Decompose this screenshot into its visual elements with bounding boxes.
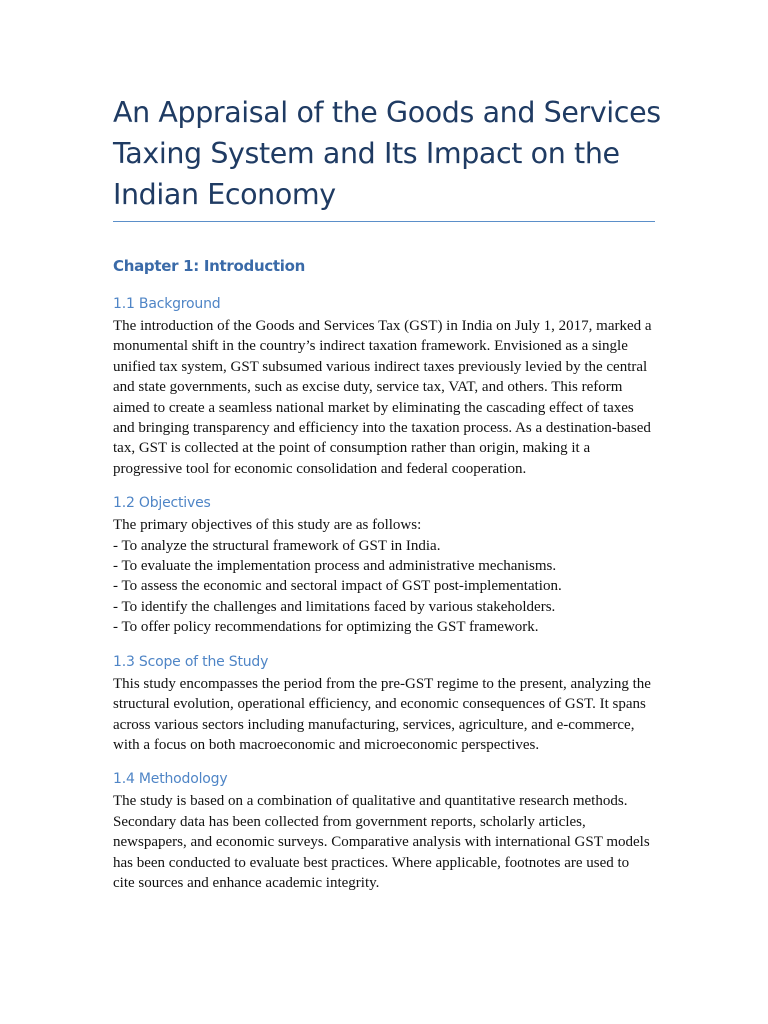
body-line: Secondary data has been collected from government reports, scholarly articles, xyxy=(113,813,586,830)
section-heading-background: 1.1 Background xyxy=(113,296,221,312)
title-line: An Appraisal of the Goods and Services xyxy=(113,96,661,129)
list-item: - To identify the challenges and limitations faced by various stakeholders. xyxy=(113,598,556,615)
body-line: newspapers, and economic surveys. Comparative analysis with international GST models xyxy=(113,834,650,851)
list-item: - To assess the economic and sectoral impact of GST post-implementation. xyxy=(113,578,562,595)
body-line: unified tax system, GST subsumed various indirect taxes previously levied by the central xyxy=(113,358,648,375)
section-body-background xyxy=(113,316,658,479)
section-heading-scope: 1.3 Scope of the Study xyxy=(113,653,269,670)
chapter-heading: Chapter 1: Introduction xyxy=(113,257,306,275)
document-page xyxy=(113,92,661,893)
body-line: across various sectors including manufacturing, services, agriculture, and e-commerce, xyxy=(113,716,635,733)
section-heading-objectives: 1.2 Objectives xyxy=(113,495,211,512)
body-line: structural evolution, operational efficiency, and economic consequences of GST. It spans xyxy=(113,696,646,713)
body-line: aimed to create a seamless national market by eliminating the cascading effect of taxes xyxy=(113,399,634,416)
body-line: progressive tool for economic consolidation and federal cooperation. xyxy=(113,460,527,477)
body-line: with a focus on both macroeconomic and microeconomic perspectives. xyxy=(113,736,540,753)
section-heading-methodology: 1.4 Methodology xyxy=(113,771,228,788)
body-line: monumental shift in the country’s indirect taxation framework. Envisioned as a single xyxy=(113,338,628,355)
body-line: tax, GST is collected at the point of consumption rather than origin, making it a xyxy=(113,440,591,457)
list-item: - To offer policy recommendations for optimizing the GST framework. xyxy=(113,619,539,636)
body-line: The primary objectives of this study are as follows: xyxy=(113,517,422,534)
body-line: This study encompasses the period from the pre-GST regime to the present, analyzing the xyxy=(113,675,651,692)
body-line: cite sources and enhance academic integrity. xyxy=(113,874,380,891)
section-body-objectives xyxy=(113,515,658,637)
title-line: Indian Economy xyxy=(113,178,336,211)
body-line: and state governments, such as excise duty, service tax, VAT, and others. This reform xyxy=(113,379,623,396)
section-body-scope xyxy=(113,674,658,756)
body-line: and bringing transparency and efficiency into the taxation process. As a destination-based xyxy=(113,420,651,437)
document-title xyxy=(113,92,661,215)
section-body-methodology xyxy=(113,791,658,893)
title-line: Taxing System and Its Impact on the xyxy=(113,137,620,170)
list-item: - To analyze the structural framework of GST in India. xyxy=(113,537,441,554)
body-line: The introduction of the Goods and Services Tax (GST) in India on July 1, 2017, marked a xyxy=(113,318,652,334)
body-line: has been conducted to evaluate best practices. Where applicable, footnotes are used to xyxy=(113,854,630,871)
title-underline xyxy=(113,221,655,222)
list-item: - To evaluate the implementation process and administrative mechanisms. xyxy=(113,558,557,575)
body-line: The study is based on a combination of qualitative and quantitative research methods. xyxy=(113,793,628,810)
